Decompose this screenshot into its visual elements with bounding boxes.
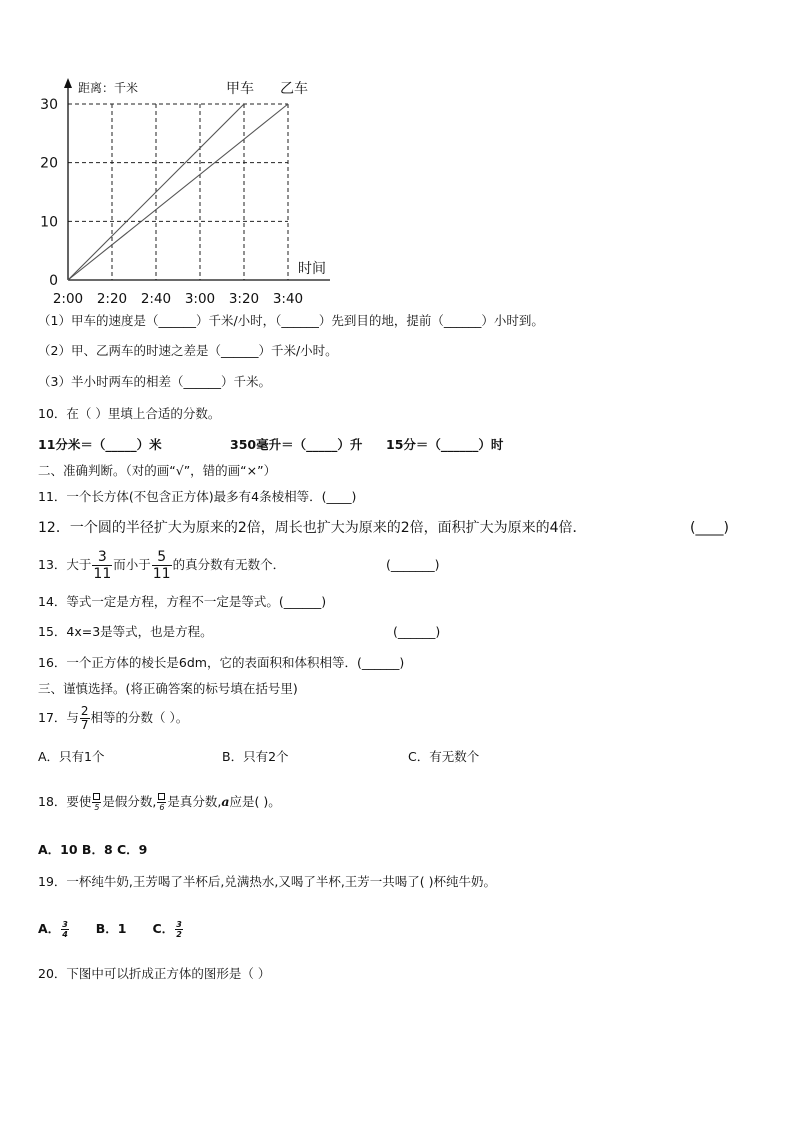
q13-f1-numerator: 3 (92, 549, 112, 566)
q20: 20．下图中可以折成正方体的图形是（ ） (38, 966, 271, 981)
q18-fraction-2 (157, 793, 166, 812)
q9-part2: （2）甲、乙两车的时速之差是（______）千米/小时。 (38, 343, 338, 358)
q13-pre: 13．大于 (38, 557, 92, 572)
q19-fa-numerator: 3 (62, 920, 68, 929)
q18-post2: 应是( )。 (229, 794, 281, 809)
q15-blank: (______) (393, 624, 441, 639)
q19-fc-denominator: 2 (176, 930, 182, 939)
q16: 16．一个正方体的棱长是6dm，它的表面积和体积相等．(______) (38, 655, 405, 670)
x-tick-label-2:40: 2:40 (140, 291, 172, 307)
q19-option-c: C． (152, 921, 175, 936)
q19-option-a: A． (38, 921, 61, 936)
chart-labels (40, 80, 326, 307)
x-tick-label-3:20: 3:20 (228, 291, 260, 307)
q19-option-b: B．1 (95, 921, 127, 936)
q9-part1: （1）甲车的速度是（______）千米/小时，（______）先到目的地，提前（______）小时到。 (38, 313, 544, 328)
q19: 19．一杯纯牛奶,王芳喝了半杯后,兑满热水,又喝了半杯,王芳一共喝了( )杯纯牛奶。 (38, 874, 497, 889)
q13-f2-denominator: 11 (152, 566, 171, 582)
section3-heading: 三、谨慎选择。(将正确答案的标号填在括号里) (38, 681, 298, 696)
q13-fraction-2 (152, 549, 172, 582)
y-tick-label-30: 30 (40, 97, 58, 113)
q13-blank: (_______) (386, 557, 440, 572)
q14: 14．等式一定是方程，方程不一定是等式。(______) (38, 594, 327, 609)
q17-pre: 17．与 (38, 710, 79, 725)
y-tick-label-20: 20 (40, 155, 58, 172)
q18-mid: 是假分数, (102, 794, 157, 809)
q17-post: 相等的分数（ ）。 (90, 710, 189, 725)
q19-fa-denominator: 4 (62, 930, 68, 939)
series-label-乙车: 乙车 (280, 81, 308, 97)
q13 (38, 549, 285, 582)
q10-item-a: 11分米＝（_____）米 (38, 437, 162, 452)
q13-mid: 而小于 (113, 557, 151, 572)
q19-fraction-a (61, 920, 69, 939)
q10-title: 10．在（ ）里填上合适的分数。 (38, 406, 221, 421)
q13-f1-denominator: 11 (93, 566, 112, 582)
q18-f2-denominator: 6 (159, 803, 165, 812)
chart-axes (64, 78, 330, 280)
q18-options: A．10 B．8 C．9 (38, 842, 148, 857)
x-axis-title: 时间 (298, 261, 326, 277)
series-label-甲车: 甲车 (226, 81, 254, 97)
q17-option-a: A．只有1个 (38, 749, 105, 764)
q17 (38, 705, 188, 732)
q10-item-b: 350毫升＝（_____）升 (230, 437, 363, 452)
series-line-乙车 (68, 104, 288, 280)
q17-fraction (80, 705, 90, 732)
q18-f1-denominator: 5 (94, 803, 100, 812)
q13-fraction-1 (92, 549, 112, 582)
q18-post: 是真分数, (167, 794, 222, 809)
q17-denominator: 7 (80, 718, 89, 732)
x-tick-label-3:00: 3:00 (184, 291, 216, 307)
chart-series (68, 104, 288, 280)
q18-fraction-1 (92, 793, 101, 812)
q18-f2-numerator-box (157, 793, 166, 803)
q18 (38, 793, 281, 812)
q13-post: 的真分数有无数个． (172, 557, 286, 572)
q17-option-c: C．有无数个 (408, 749, 480, 764)
q15: 15．4x=3是等式，也是方程。 (38, 624, 213, 639)
q18-variable: a (221, 794, 230, 809)
q17-numerator: 2 (80, 704, 89, 718)
x-tick-label-2:20: 2:20 (96, 291, 128, 307)
distance-time-chart (30, 72, 340, 312)
q11: 11．一个长方体(不包含正方体)最多有4条棱相等．(____) (38, 489, 357, 504)
q13-f2-numerator: 5 (152, 549, 172, 566)
y-axis-arrow (64, 78, 72, 88)
q19-options (38, 920, 184, 939)
y-tick-label-10: 10 (40, 214, 58, 231)
q12: 12．一个圆的半径扩大为原来的2倍，周长也扩大为原来的2倍，面积扩大为原来的4倍． (38, 520, 587, 536)
y-axis-title: 距离：千米 (78, 81, 139, 95)
q18-f1-numerator-box (92, 793, 101, 803)
x-tick-label-3:40: 3:40 (272, 291, 304, 307)
q9-part3: （3）半小时两车的相差（______）千米。 (38, 374, 271, 389)
x-tick-label-2:00: 2:00 (52, 291, 84, 307)
q19-fc-numerator: 3 (176, 920, 182, 929)
y-tick-label-0: 0 (49, 273, 58, 289)
q12-blank: (____) (690, 520, 729, 536)
section2-heading: 二、准确判断。（对的画“√”，错的画“×”） (38, 463, 277, 478)
q17-option-b: B．只有2个 (222, 749, 289, 764)
q19-fraction-c (175, 920, 183, 939)
q10-item-c: 15分＝（______）时 (386, 437, 504, 452)
q18-pre: 18．要使 (38, 794, 92, 809)
